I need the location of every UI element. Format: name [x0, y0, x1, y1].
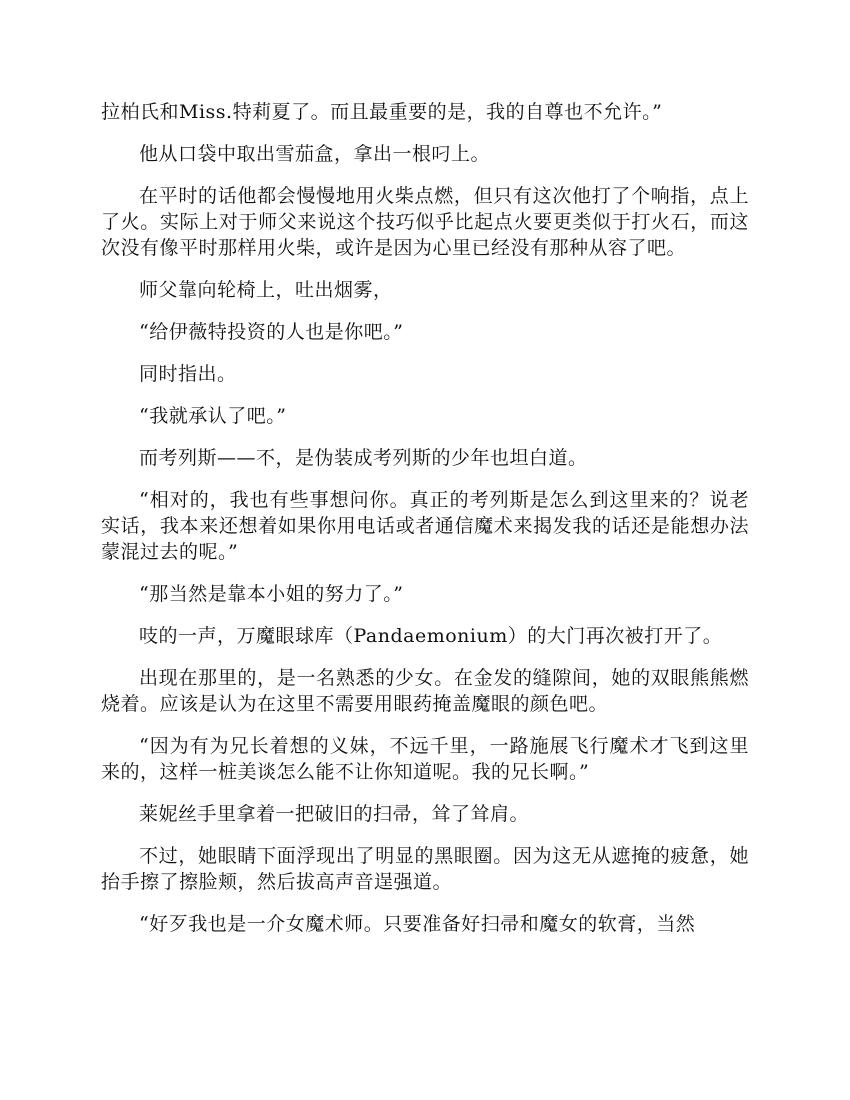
paragraph: “好歹我也是一介女魔术师。只要准备好扫帚和魔女的软膏，当然 — [139, 913, 696, 935]
paragraph: 而考列斯——不，是伪装成考列斯的少年也坦白道。 — [139, 447, 588, 469]
document-page — [101, 99, 749, 953]
paragraph: 出现在那里的，是一名熟悉的少女。在金发的缝隙间，她的双眼熊熊燃烧着。应该是认为在这里不需要用眼药掩盖魔眼的颜色吧。 — [101, 667, 749, 715]
paragraph: 莱妮丝手里拿着一把破旧的扫帚，耸了耸肩。 — [139, 803, 530, 825]
paragraph: “相对的，我也有些事想问你。真正的考列斯是怎么到这里来的？说老实话，我本来还想着如果你用电话或者通信魔术来揭发我的话还是能想办法蒙混过去的呢。” — [101, 489, 749, 563]
paragraph: “那当然是靠本小姐的努力了。” — [139, 583, 404, 605]
paragraph: “因为有为兄长着想的义妹，不远千里，一路施展飞行魔术才飞到这里来的，这样一桩美谈怎么能不让你知道呢。我的兄长啊。” — [101, 735, 749, 783]
paragraph: 吱的一声，万魔眼球库（Pandaemonium）的大门再次被打开了。 — [139, 625, 723, 647]
paragraph: 不过，她眼睛下面浮现出了明显的黑眼圈。因为这无从遮掩的疲惫，她抬手擦了擦脸颊，然后拔高声音逞强道。 — [101, 845, 749, 893]
paragraph: 师父靠向轮椅上，吐出烟雾， — [139, 279, 393, 301]
paragraph: 同时指出。 — [139, 363, 237, 385]
paragraph: “给伊薇特投资的人也是你吧。” — [139, 321, 404, 343]
paragraph: 他从口袋中取出雪茄盒，拿出一根叼上。 — [139, 143, 491, 165]
paragraph: 拉柏氏和Miss.特莉夏了。而且最重要的是，我的自尊也不允许。” — [101, 101, 663, 123]
paragraph: 在平时的话他都会慢慢地用火柴点燃，但只有这次他打了个响指，点上了火。实际上对于师父来说这个技巧似乎比起点火要更类似于打火石，而这次没有像平时那样用火柴，或许是因为心里已经没有那种从容了吧。 — [101, 185, 749, 259]
paragraph: “我就承认了吧。” — [139, 405, 287, 427]
